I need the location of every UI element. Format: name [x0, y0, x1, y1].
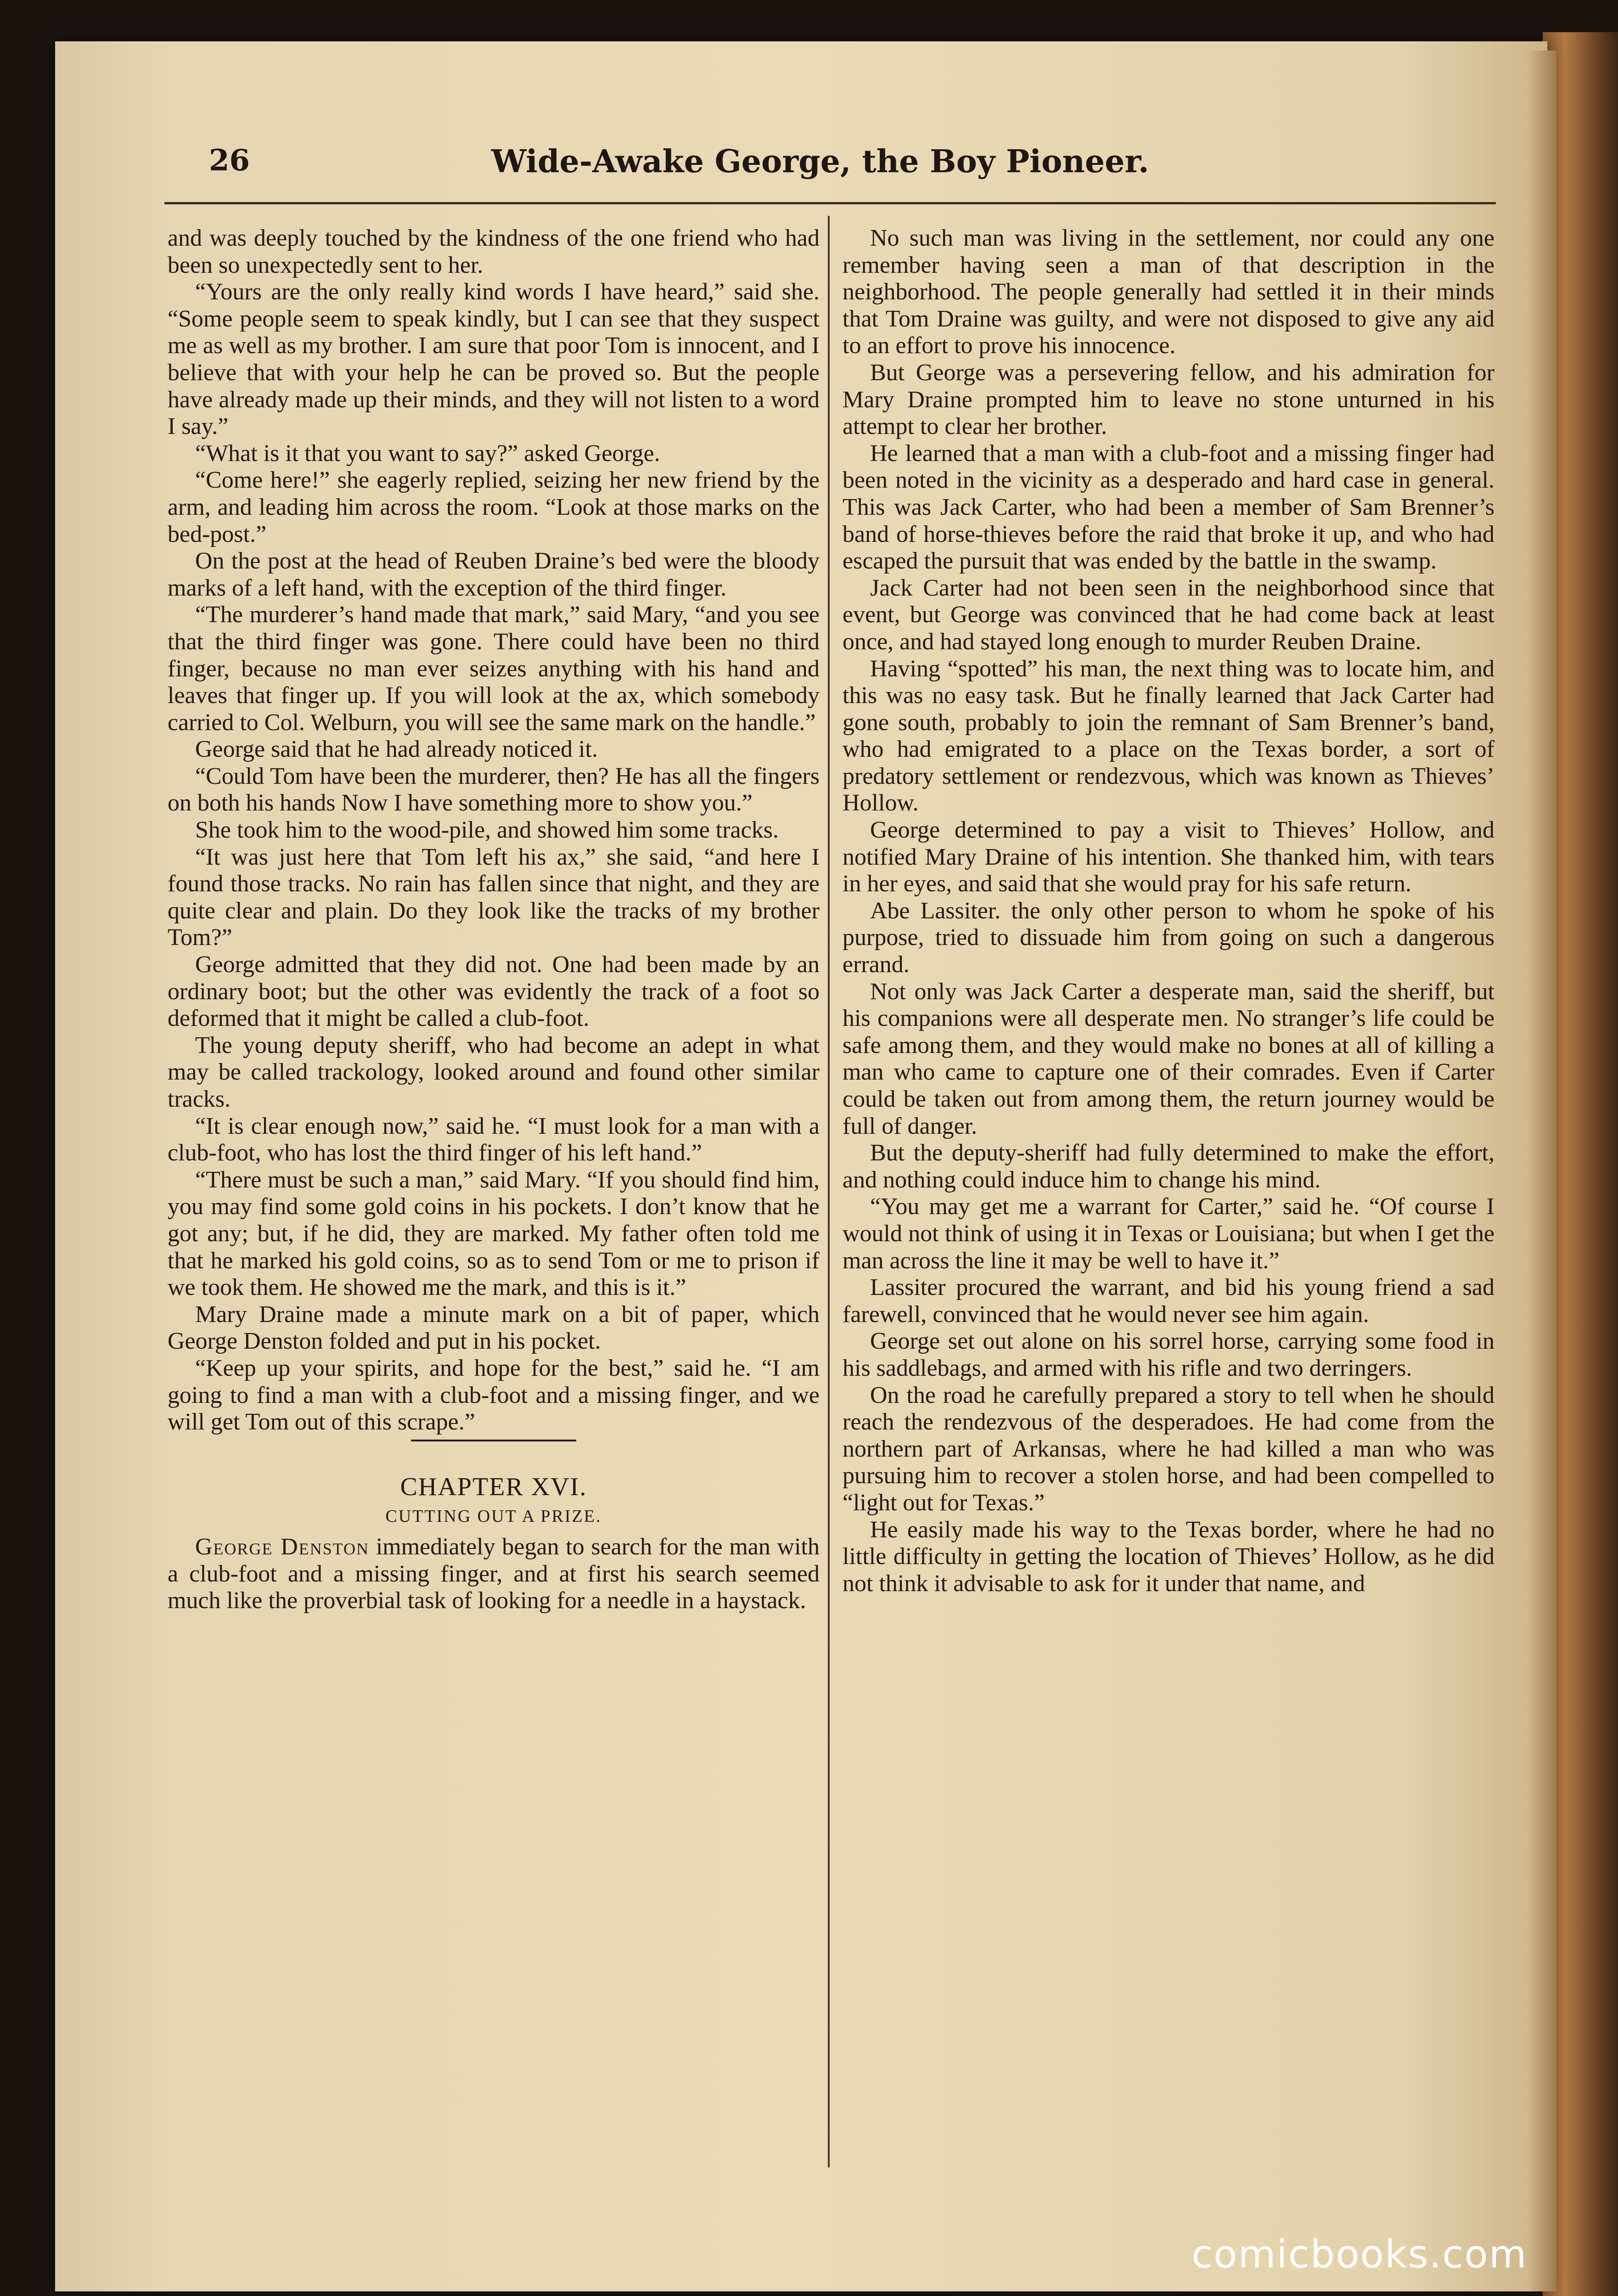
paragraph: On the post at the head of Reuben Draine’s bed were the bloody marks of a left hand, with the exception of the third finger.	[168, 548, 820, 601]
left-column	[168, 225, 820, 1615]
paragraph: “There must be such a man,” said Mary. “If you should find him, you may find some gold coins in his pockets. I don’t know that he got any; but, if he did, they are marked. My father often told me that he marked his gold coins, so as to send Tom or me to prison if we took them. He showed me the mark, and this is it.”	[168, 1166, 820, 1301]
header-rule	[164, 202, 1496, 204]
paragraph: He learned that a man with a club-foot and a missing finger had been noted in the vicinity as a desperado and hard case in general. This was Jack Carter, who had been a member of Sam Brenner’s band of horse-thieves before the raid that broke it up, and who had escaped the pursuit that was ended by the battle in the swamp.	[843, 440, 1494, 574]
paragraph: George determined to pay a visit to Thieves’ Hollow, and notified Mary Draine of his intention. She thanked him, with tears in her eyes, and said that she would pray for his safe return.	[843, 817, 1494, 897]
running-title: Wide-Awake George, the Boy Pioneer.	[491, 143, 1149, 180]
paragraph: Abe Lassiter. the only other person to whom he spoke of his purpose, tried to dissuade him from going on such a dangerous errand.	[843, 897, 1494, 978]
paragraph: Mary Draine made a minute mark on a bit of paper, which George Denston folded and put in his pocket.	[168, 1301, 820, 1355]
page-number: 26	[209, 143, 250, 178]
paragraph: “It is clear enough now,” said he. “I must look for a man with a club-foot, who has lost the third finger of his left hand.”	[168, 1113, 820, 1166]
paragraph: Having “spotted” his man, the next thing was to locate him, and this was no easy task. But he finally learned that Jack Carter had gone south, probably to join the remnant of Sam Brenner’s band, who had emigrated to a place on the Texas border, a sort of predatory settlement or rendezvous, which was known as Thieves’ Hollow.	[843, 655, 1494, 816]
paragraph: No such man was living in the settlement, nor could any one remember having seen a man of that description in the neighborhood. The people generally had settled it in their minds that Tom Draine was guilty, and were not disposed to give any aid to an effort to prove his innocence.	[843, 225, 1494, 359]
paragraph: “Come here!” she eagerly replied, seizing her new friend by the arm, and leading him across the room. “Look at those marks on the bed-post.”	[168, 467, 820, 547]
column-divider	[828, 216, 830, 2167]
paragraph: Jack Carter had not been seen in the neighborhood since that event, but George was convinced that he had come back at least once, and had stayed long enough to murder Reuben Draine.	[843, 574, 1494, 655]
paragraph: “You may get me a warrant for Carter,” said he. “Of course I would not think of using it in Texas or Louisiana; but when I get the man across the line it may be well to have it.”	[843, 1193, 1494, 1274]
paragraph: “Yours are the only really kind words I have heard,” said she. “Some people seem to speak kindly, but I can see that they suspect me as well as my brother. I am sure that poor Tom is innocent, and I believe that with your help he can be proved so. But the people have already made up their minds, and they will not listen to a word I say.”	[168, 279, 820, 440]
paragraph: George said that he had already noticed it.	[195, 736, 598, 763]
chapter-opening-paragraph	[168, 1534, 820, 1615]
chapter-rule	[411, 1440, 576, 1441]
paragraph: “Could Tom have been the murderer, then? He has all the fingers on both his hands Now I have something more to show you.”	[168, 763, 820, 816]
paragraph: She took him to the wood-pile, and showed him some tracks.	[195, 817, 779, 844]
paragraph: “The murderer’s hand made that mark,” said Mary, “and you see that the third finger was gone. There could have been no third finger, because no man ever seizes anything with his hand and leaves that finger up. If you will look at the ax, which somebody carried to Col. Welburn, you will see the same mark on the handle.”	[168, 602, 820, 736]
right-column-paragraphs	[843, 225, 1494, 1597]
paragraph: “Keep up your spirits, and hope for the best,” said he. “I am going to find a man with a club-foot and a missing finger, and we will get Tom out of this scrape.”	[168, 1355, 820, 1435]
paragraph: Not only was Jack Carter a desperate man, said the sheriff, but his companions were all desperate men. No stranger’s life could be safe among them, and they would make no bones at all of killing a man who came to capture one of their comrades. Even if Carter could be taken out from among them, the return journey would be full of danger.	[843, 978, 1494, 1139]
chapter-opening-name: George Denston	[195, 1533, 370, 1560]
chapter-subheading: CUTTING OUT A PRIZE.	[385, 1507, 602, 1526]
paragraph: But the deputy-sheriff had fully determined to make the effort, and nothing could induce him to change his mind.	[843, 1140, 1494, 1193]
page-binding-shadow	[1529, 51, 1556, 2291]
watermark: comicbooks.com	[1191, 2232, 1528, 2277]
paragraph: On the road he carefully prepared a story to tell when he should reach the rendezvous of the desperadoes. He had come from the northern part of Arkansas, where he had killed a man who was pursuing him to recover a stolen horse, and had been compelled to “light out for Texas.”	[843, 1382, 1494, 1516]
paragraph: George admitted that they did not. One had been made by an ordinary boot; but the other was evidently the track of a foot so deformed that it might be called a club-foot.	[168, 951, 820, 1032]
left-column-paragraphs	[168, 225, 820, 1441]
paragraph: and was deeply touched by the kindness of the one friend who had been so unexpectedly sent to her.	[168, 225, 820, 278]
paragraph: But George was a persevering fellow, and his admiration for Mary Draine prompted him to leave no stone unturned in his attempt to clear her brother.	[843, 359, 1494, 440]
paragraph: George set out alone on his sorrel horse, carrying some food in his saddlebags, and armed with his rifle and two derringers.	[843, 1328, 1494, 1381]
paragraph: “What is it that you want to say?” asked George.	[195, 440, 660, 467]
chapter-opening-text: immediately began to search for the man with a club-foot and a missing finger, and at first his search seemed much like the proverbial task of looking for a needle in a haystack.	[168, 1533, 820, 1614]
right-column	[843, 225, 1494, 1597]
paragraph: “It was just here that Tom left his ax,” she said, “and here I found those tracks. No rain has fallen since that night, and they are quite clear and plain. Do they look like the tracks of my brother Tom?”	[168, 844, 820, 951]
paragraph: He easily made his way to the Texas border, where he had no little difficulty in getting the location of Thieves’ Hollow, as he did not think it advisable to ask for it under that name, and	[843, 1516, 1494, 1597]
paragraph: Lassiter procured the warrant, and bid his young friend a sad farewell, convinced that he would never see him again.	[843, 1274, 1494, 1328]
chapter-heading: CHAPTER XVI.	[400, 1472, 587, 1501]
paragraph: The young deputy sheriff, who had become an adept in what may be called trackology, looked around and found other similar tracks.	[168, 1032, 820, 1112]
